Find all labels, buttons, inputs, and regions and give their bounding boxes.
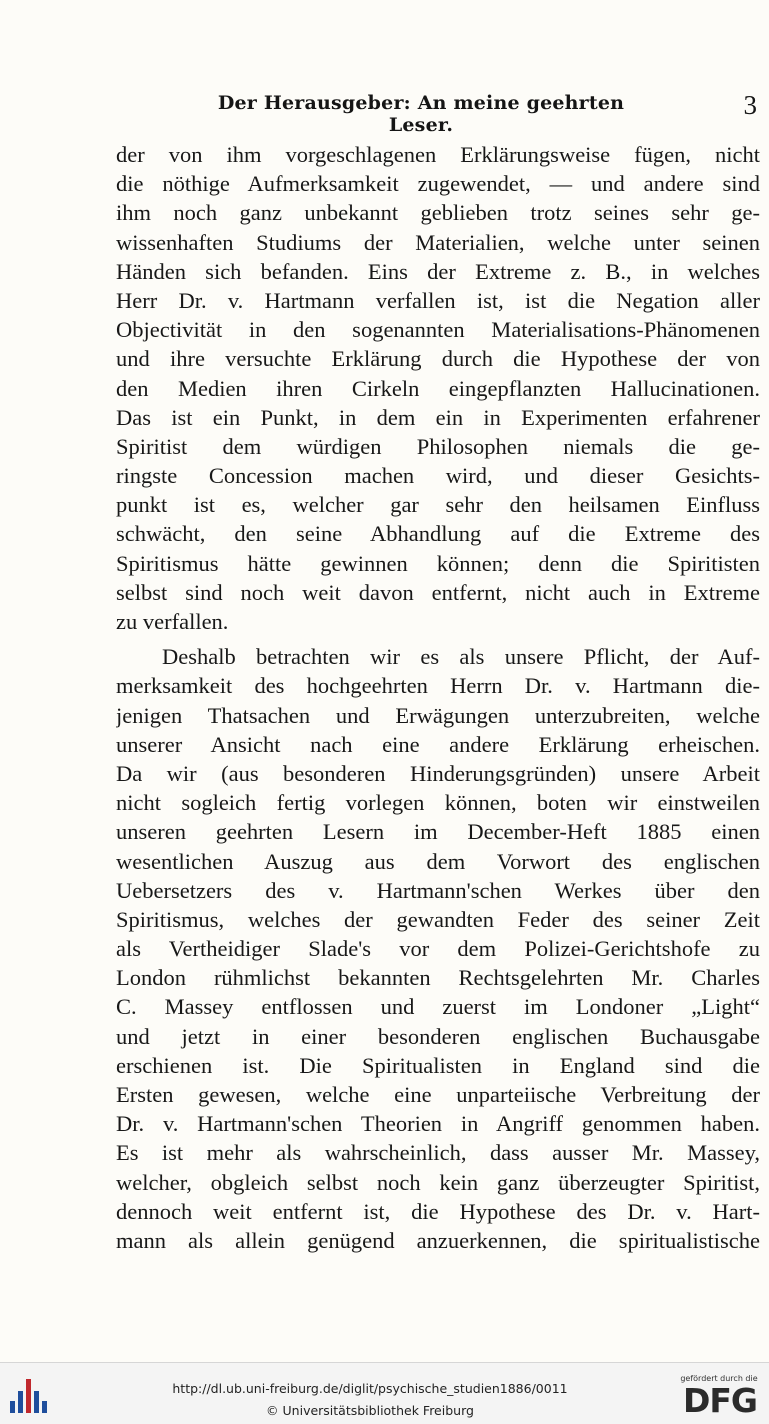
ub-freiburg-logo-icon[interactable] [10,1377,50,1413]
text-line: Herr Dr. v. Hartmann verfallen ist, ist die Negation aller [116,287,760,313]
running-head: Der Herausgeber: An meine geehrten Leser. [217,92,625,136]
text-line: den Medien ihren Cirkeln eingepflanzten Hallucinationen. [116,375,760,401]
text-line: nicht sogleich fertig vorlegen können, boten wir einstweilen [116,790,760,816]
text-line: Uebersetzers des v. Hartmann'schen Werkes über den [116,877,760,903]
text-line: dennoch weit entfernt ist, die Hypothese des Dr. v. Hart- [116,1198,760,1224]
page-number: 3 [743,90,757,120]
text-line: ihm noch ganz unbekannt geblieben trotz seines sehr ge- [116,200,760,226]
text-line: wesentlichen Auszug aus dem Vorwort des englischen [116,848,760,874]
text-line: merksamkeit des hochgeehrten Herrn Dr. v. Hartmann die- [116,673,760,699]
dfg-logo[interactable]: DFG [682,1381,758,1420]
text-line: wissenhaften Studiums der Materialien, welche unter seinen [116,229,760,255]
text-line: die nöthige Aufmerksamkeit zugewendet, — und andere sind [116,171,760,197]
text-line: Spiritismus, welches der gewandten Feder des seiner Zeit [116,906,760,932]
text-line: welcher, obgleich selbst noch kein ganz überzeugter Spiritist, [116,1169,760,1195]
text-line: Dr. v. Hartmann'schen Theorien in Angriff genommen haben. [116,1111,760,1137]
text-line: der von ihm vorgeschlagenen Erklärungsweise fügen, nicht [116,142,760,167]
text-line: unseren geehrten Lesern im December-Heft 1885 einen [116,819,760,845]
text-line: Spiritismus hätte gewinnen können; denn die Spiritisten [116,550,760,576]
text-line: mann als allein genügend anzuerkennen, die spiritualistische [116,1227,760,1253]
text-line: punkt ist es, welcher gar sehr den heilsamen Einfluss [116,492,760,518]
dfg-caption: gefördert durch die [680,1374,758,1383]
text-line: Ersten gewesen, welche eine unparteiische Verbreitung der [116,1082,760,1107]
text-line: Händen sich befanden. Eins der Extreme z. B., in welches [116,258,760,284]
text-line: und ihre versuchte Erklärung durch die Hypothese der von [116,346,760,372]
text-line: C. Massey entflossen und zuerst im Londoner „Light“ [116,994,760,1020]
text-line: Das ist ein Punkt, in dem ein in Experimenten erfahrener [116,404,760,430]
text-line: und jetzt in einer besonderen englischen Buchausgabe [116,1023,760,1049]
text-line: erschienen ist. Die Spiritualisten in England sind die [116,1052,760,1078]
text-line: zu verfallen. [116,609,229,634]
text-line: unserer Ansicht nach eine andere Erklärung erheischen. [116,731,760,757]
text-line: selbst sind noch weit davon entfernt, nicht auch in Extreme [116,579,760,605]
body-text [116,140,760,1255]
text-line: jenigen Thatsachen und Erwägungen unterzubreiten, welche [116,702,760,728]
text-line: als Vertheidiger Slade's vor dem Polizei-Gerichtshofe zu [116,936,760,962]
text-line: London rühmlichst bekannten Rechtsgelehrten Mr. Charles [116,965,760,991]
viewer-footer [0,1362,769,1424]
text-line: Deshalb betrachten wir es als unsere Pflicht, der Auf- [162,644,760,670]
copyright-text: © Universitätsbibliothek Freiburg [266,1403,474,1418]
text-line: Objectivität in den sogenannten Materialisations-Phänomenen [116,317,760,343]
text-line: Da wir (aus besonderen Hinderungsgründen) unsere Arbeit [116,760,760,786]
permalink-url[interactable]: http://dl.ub.uni-freiburg.de/diglit/psychische_studien1886/0011 [172,1381,568,1396]
text-line: Es ist mehr als wahrscheinlich, dass ausser Mr. Massey, [116,1140,760,1166]
text-line: schwächt, den seine Abhandlung auf die Extreme des [116,521,760,547]
text-line: Spiritist dem würdigen Philosophen niemals die ge- [116,433,760,459]
text-line: ringste Concession machen wird, und dieser Gesichts- [116,463,760,489]
